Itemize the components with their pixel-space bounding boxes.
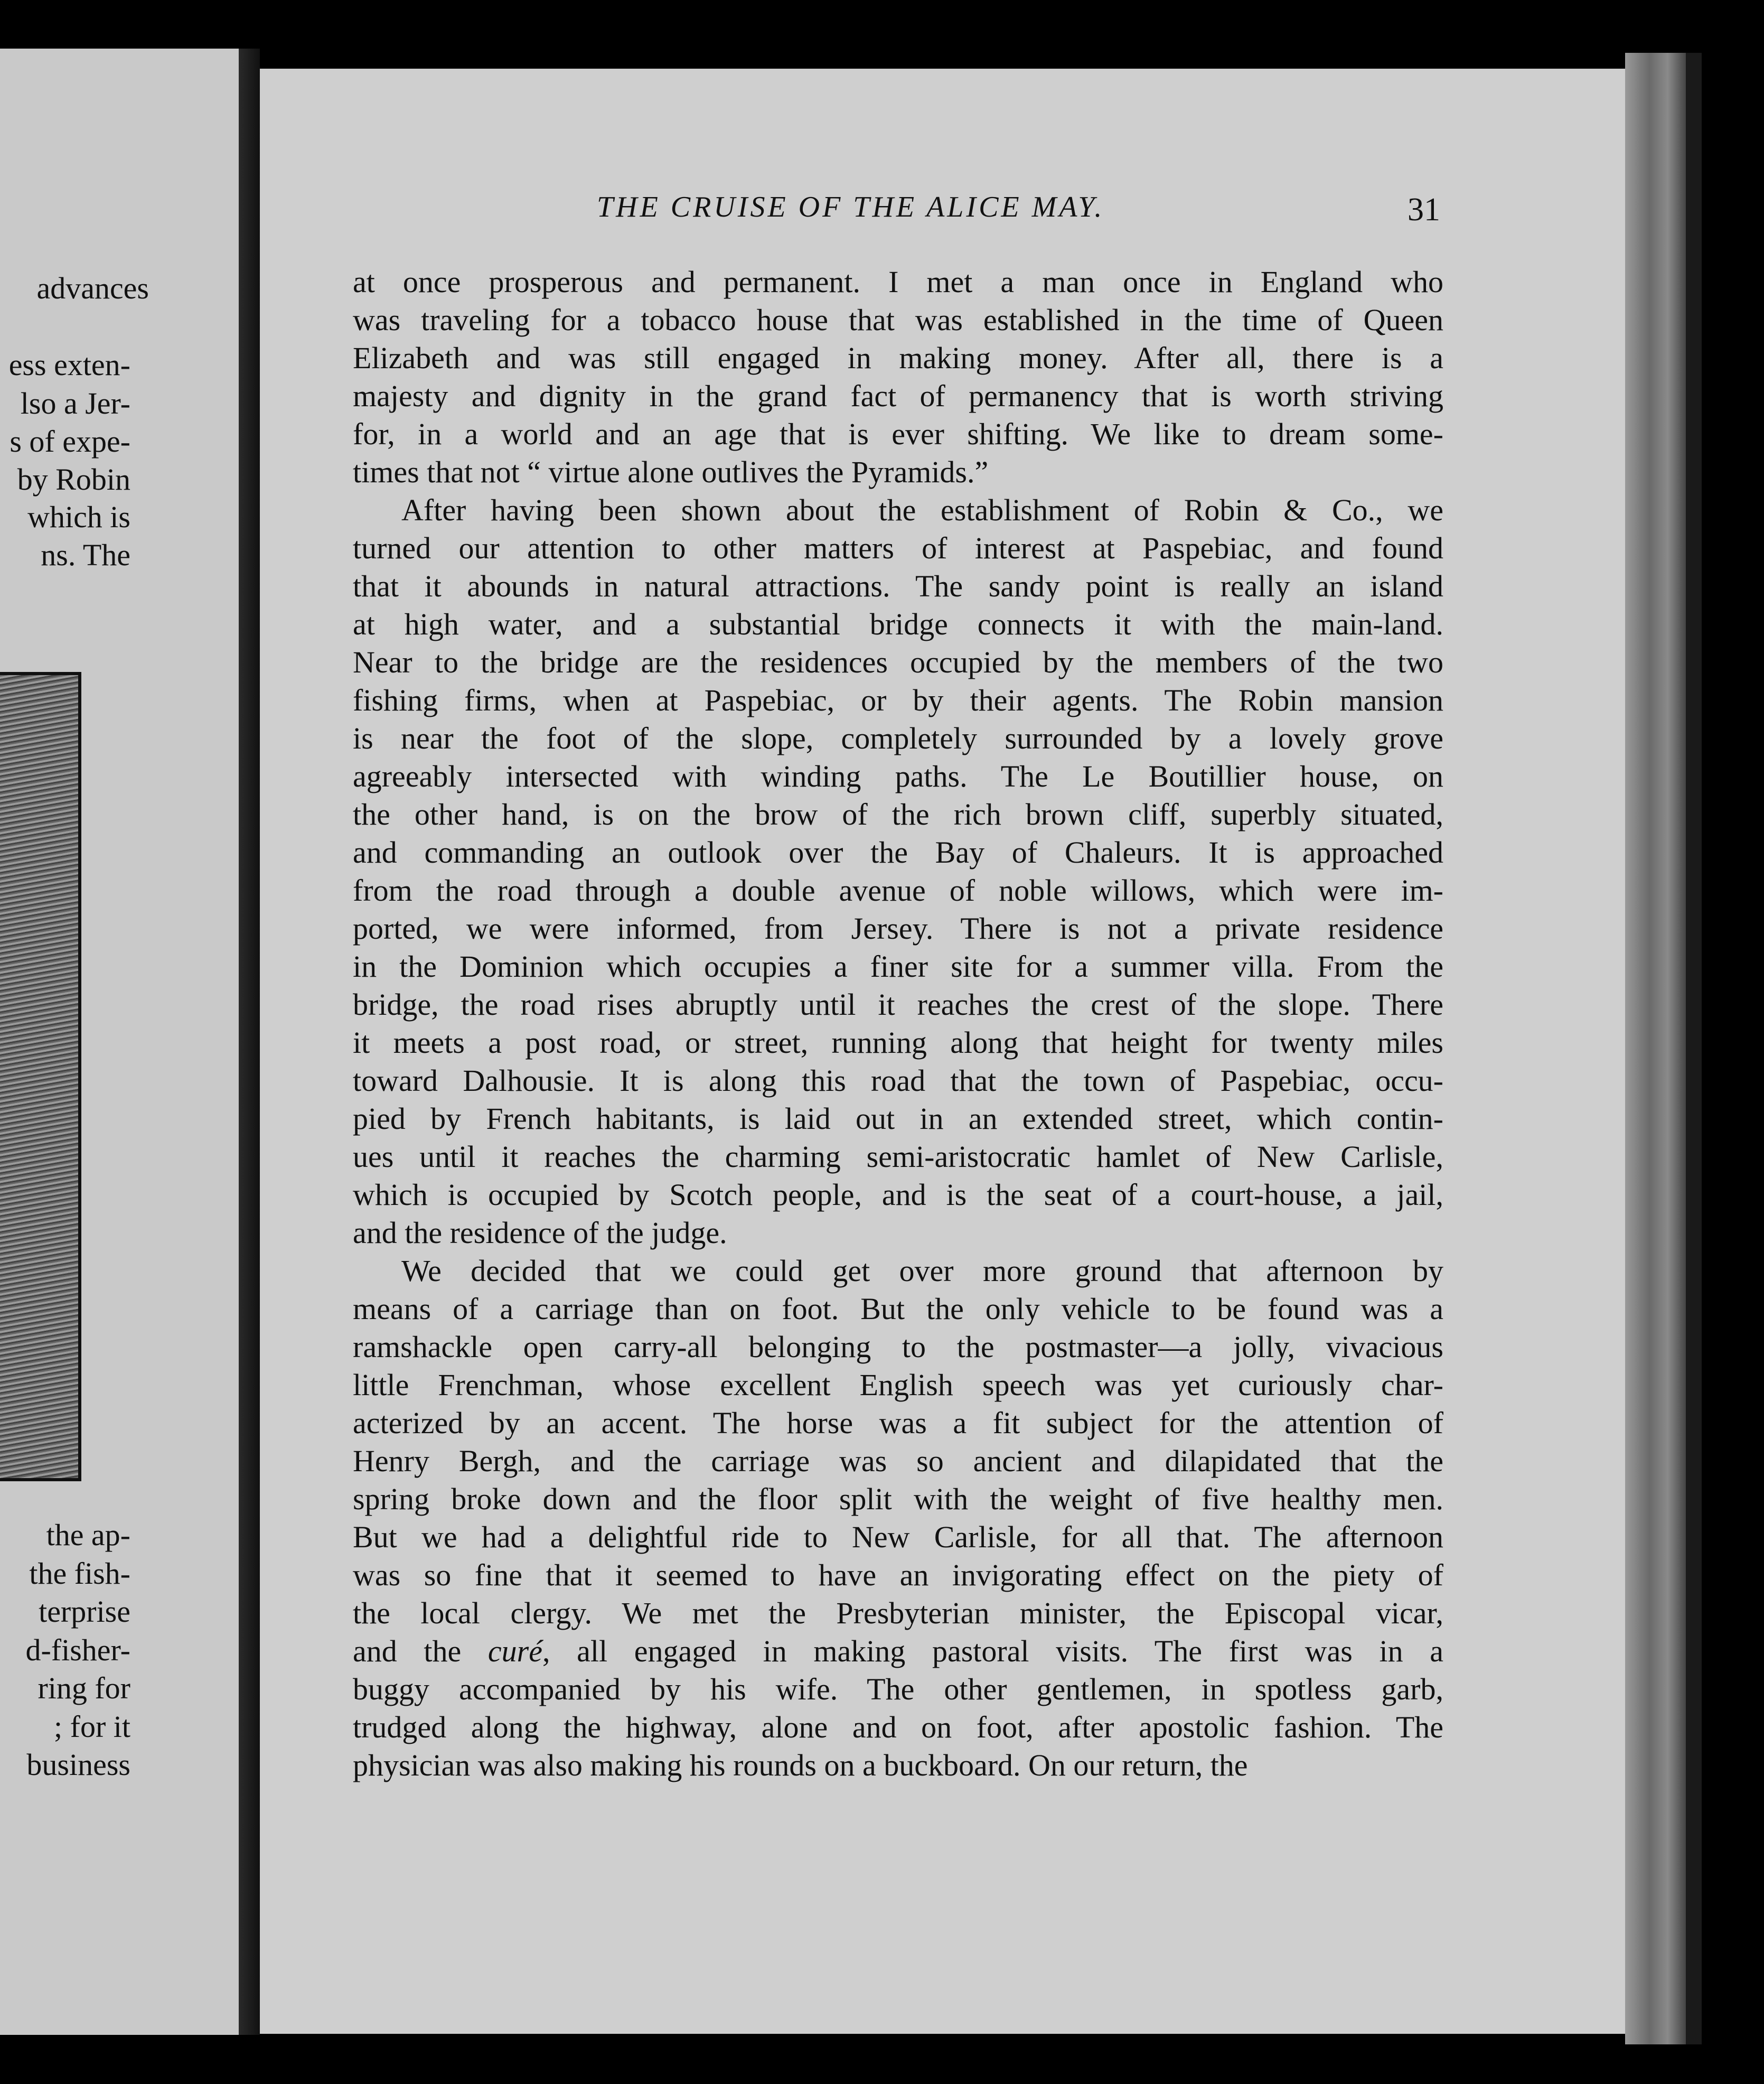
- text-line: times that not “ virtue alone outlives the Pyramids.”: [353, 455, 989, 489]
- text-line: for, in a world and an age that is ever shifting. We like to dream some-: [353, 417, 1443, 451]
- text-line: toward Dalhousie. It is along this road that the town of Paspebiac, occu-: [353, 1063, 1443, 1098]
- running-head: THE CRUISE OF THE ALICE MAY.: [597, 191, 1105, 223]
- text-line: in the Dominion which occupies a finer site for a summer villa. From the: [353, 949, 1443, 984]
- left-page-fragment: d-fisher-: [25, 1633, 130, 1667]
- text-line: But we had a delightful ride to New Carlisle, for all that. The afternoon: [353, 1520, 1443, 1554]
- text-line: is near the foot of the slope, completely surrounded by a lovely grove: [353, 721, 1443, 755]
- text-line: pied by French habitants, is laid out in an extended street, which contin-: [353, 1101, 1443, 1136]
- text-line: Henry Bergh, and the carriage was so ancient and dilapidated that the: [353, 1444, 1443, 1478]
- text-line: ues until it reaches the charming semi-aristocratic hamlet of New Carlisle,: [353, 1139, 1443, 1174]
- body-text: [353, 263, 1443, 1784]
- text-line: little Frenchman, whose excellent English speech was yet curiously char-: [353, 1368, 1443, 1402]
- text-line: physician was also making his rounds on a buckboard. On our return, the: [353, 1748, 1248, 1782]
- text-line: spring broke down and the floor split with the weight of five healthy men.: [353, 1482, 1443, 1516]
- page-number: 31: [1408, 192, 1440, 228]
- book-gutter: [239, 49, 260, 2035]
- text-line: agreeably intersected with winding paths. The Le Boutillier house, on: [353, 759, 1443, 793]
- text-line: buggy accompanied by his wife. The other gentlemen, in spotless garb,: [353, 1672, 1443, 1706]
- text-line: means of a carriage than on foot. But the only vehicle to be found was a: [353, 1292, 1443, 1326]
- text-line: was so fine that it seemed to have an invigorating effect on the piety of: [353, 1558, 1443, 1592]
- text-line: the local clergy. We met the Presbyterian minister, the Episcopal vicar,: [353, 1596, 1443, 1630]
- text-line: and the residence of the judge.: [353, 1216, 727, 1250]
- text-line: it meets a post road, or street, running along that height for twenty miles: [353, 1025, 1443, 1060]
- book-cover-edge: [1686, 53, 1702, 2044]
- left-page-fragment: ns. The: [41, 538, 130, 572]
- text-line: at once prosperous and permanent. I met a man once in England who: [353, 265, 1443, 299]
- left-page-fragment: ring for: [37, 1671, 130, 1705]
- text-line: fishing firms, when at Paspebiac, or by their agents. The Robin mansion: [353, 683, 1443, 717]
- text-line: and the curé, all engaged in making pastoral visits. The first was in a: [353, 1634, 1443, 1668]
- left-page-fragment: the fish-: [29, 1556, 130, 1591]
- text-line: We decided that we could get over more ground that afternoon by: [401, 1254, 1443, 1288]
- text-line: acterized by an accent. The horse was a fit subject for the attention of: [353, 1406, 1443, 1440]
- text-line: trudged along the highway, alone and on foot, after apostolic fashion. The: [353, 1710, 1443, 1744]
- left-page-fragment: the ap-: [46, 1518, 130, 1552]
- text-line: turned our attention to other matters of interest at Paspebiac, and found: [353, 531, 1443, 565]
- left-page-fragment: advances: [36, 271, 149, 305]
- engraving-illustration: [0, 672, 81, 1481]
- page-edges: [1625, 53, 1686, 2044]
- text-line: at high water, and a substantial bridge connects it with the main-land.: [353, 607, 1443, 641]
- text-line: ported, we were informed, from Jersey. There is not a private residence: [353, 911, 1443, 946]
- left-page-fragment: by Robin: [17, 462, 130, 497]
- text-line: bridge, the road rises abruptly until it reaches the crest of the slope. There: [353, 987, 1443, 1022]
- left-page-fragment: ess exten-: [8, 348, 130, 382]
- text-line: which is occupied by Scotch people, and is the seat of a court-house, a jail,: [353, 1177, 1443, 1212]
- left-page-fragment: terprise: [39, 1594, 130, 1629]
- left-page-fragment: lso a Jer-: [20, 386, 130, 420]
- text-line: ramshackle open carry-all belonging to the postmaster—a jolly, vivacious: [353, 1330, 1443, 1364]
- left-page-fragment: which is: [27, 500, 130, 534]
- left-page-fragment: business: [26, 1747, 130, 1782]
- text-line: the other hand, is on the brow of the rich brown cliff, superbly situated,: [353, 797, 1443, 831]
- text-line: was traveling for a tobacco house that was established in the time of Queen: [353, 303, 1443, 337]
- left-page-fragment: ; for it: [54, 1709, 130, 1744]
- text-line: After having been shown about the establishment of Robin & Co., we: [401, 493, 1443, 527]
- italic-word: curé: [487, 1634, 542, 1668]
- text-line: from the road through a double avenue of noble willows, which were im-: [353, 873, 1443, 908]
- text-line: that it abounds in natural attractions. The sandy point is really an island: [353, 569, 1443, 603]
- text-line: Elizabeth and was still engaged in making money. After all, there is a: [353, 341, 1443, 375]
- left-page: [0, 49, 239, 2035]
- text-line: and commanding an outlook over the Bay of Chaleurs. It is approached: [353, 835, 1443, 870]
- left-page-fragment: s of expe-: [10, 424, 130, 459]
- text-line: Near to the bridge are the residences occupied by the members of the two: [353, 645, 1443, 679]
- text-line: majesty and dignity in the grand fact of permanency that is worth striving: [353, 379, 1443, 413]
